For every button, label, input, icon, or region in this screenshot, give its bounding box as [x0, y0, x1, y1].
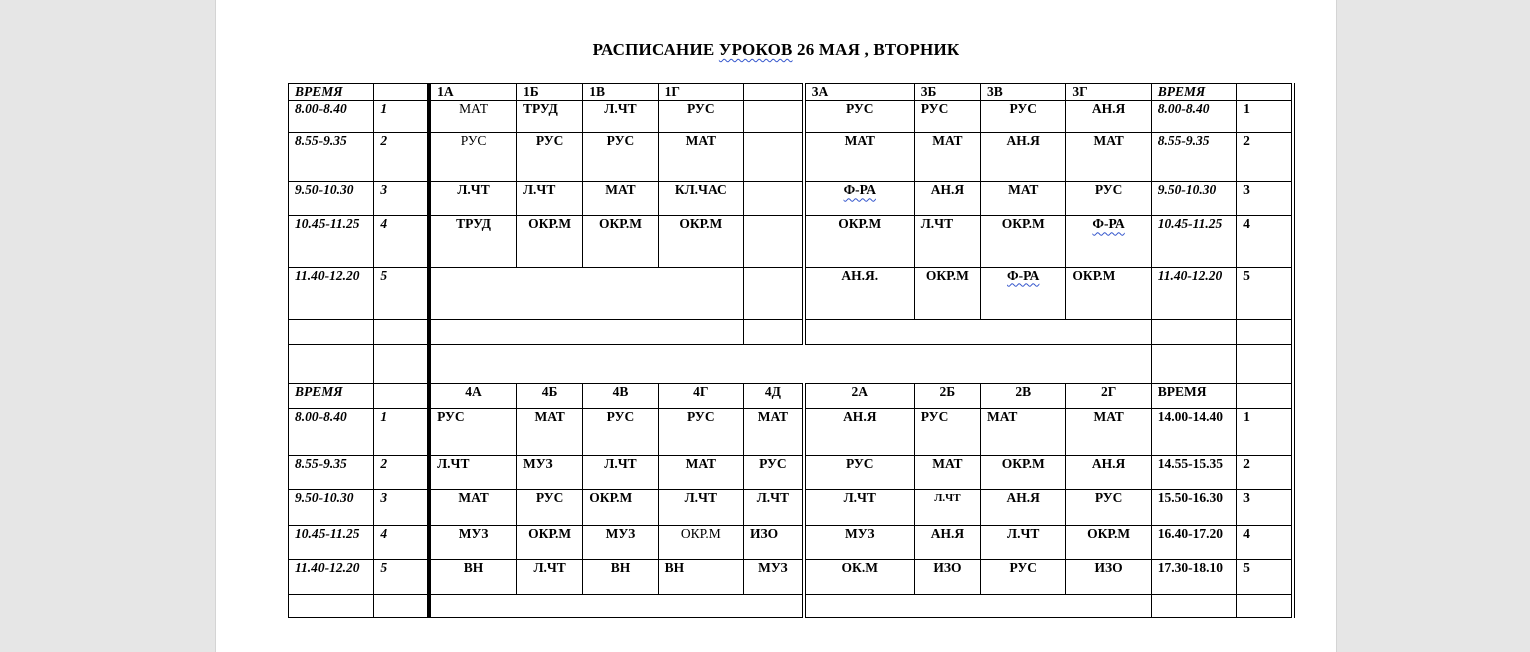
- num-header: [374, 84, 429, 101]
- lesson-number: 2: [374, 133, 429, 182]
- lesson-cell: МАТ: [1066, 409, 1151, 456]
- lesson-cell: [744, 101, 804, 133]
- lesson-cell: ОКР.М: [1066, 267, 1151, 319]
- lesson-cell: Л.ЧТ: [583, 456, 658, 490]
- lesson-cell: Л.ЧТ: [583, 101, 658, 133]
- lesson-cell: МАТ: [804, 133, 914, 182]
- table-row: [289, 490, 1294, 525]
- time-header: ВРЕМЯ: [289, 84, 374, 101]
- time-cell: 11.40-12.20: [289, 267, 374, 319]
- class-header: 4А: [429, 384, 516, 409]
- lesson-text: Ф-РА: [843, 182, 876, 198]
- document-page: [215, 0, 1337, 652]
- lesson-cell: РУС: [517, 133, 583, 182]
- lesson-number: 1: [374, 101, 429, 133]
- time-cell: 8.00-8.40: [289, 409, 374, 456]
- lesson-cell: ВН: [658, 559, 743, 594]
- lesson-cell: [981, 267, 1066, 319]
- time-cell-right: 17.30-18.10: [1151, 559, 1236, 594]
- table-row: [289, 216, 1294, 267]
- lesson-cell: Л.ЧТ: [517, 182, 583, 216]
- time-cell: 8.55-9.35: [289, 456, 374, 490]
- lesson-number-right: 4: [1237, 216, 1293, 267]
- lesson-cell: ВН: [429, 559, 516, 594]
- table-row: [289, 182, 1294, 216]
- lesson-cell: [744, 133, 804, 182]
- lesson-cell: Л.ЧТ: [981, 525, 1066, 559]
- lesson-cell: Л.ЧТ: [744, 490, 804, 525]
- lesson-cell: МУЗ: [744, 559, 804, 594]
- lesson-number-right: 1: [1237, 101, 1293, 133]
- time-cell: 8.00-8.40: [289, 101, 374, 133]
- title-suffix: 26 МАЯ , ВТОРНИК: [792, 40, 960, 59]
- table-row: [289, 267, 1294, 319]
- lesson-number: 1: [374, 409, 429, 456]
- empty-cell: [804, 319, 1152, 344]
- time-cell-right: 15.50-16.30: [1151, 490, 1236, 525]
- lesson-cell: РУС: [583, 133, 658, 182]
- lesson-cell: МАТ: [517, 409, 583, 456]
- num-header-right: [1237, 84, 1293, 101]
- lesson-number-right: 4: [1237, 525, 1293, 559]
- lesson-cell: АН.Я: [804, 409, 914, 456]
- empty-cell: [429, 344, 1151, 383]
- lesson-cell: [1066, 216, 1151, 267]
- lesson-number-right: 3: [1237, 182, 1293, 216]
- empty-cell: [1151, 594, 1236, 617]
- empty-cell: [1237, 344, 1293, 383]
- class-header: 4В: [583, 384, 658, 409]
- lesson-cell: АН.Я: [914, 525, 980, 559]
- empty-row: [289, 594, 1294, 617]
- lesson-cell: АН.Я.: [804, 267, 914, 319]
- empty-cell: [1151, 344, 1236, 383]
- lesson-cell: АН.Я: [1066, 101, 1151, 133]
- time-header: ВРЕМЯ: [289, 384, 374, 409]
- class-header: 3А: [804, 84, 914, 101]
- lesson-cell: РУС: [517, 490, 583, 525]
- empty-cell: [374, 344, 429, 383]
- time-header-right: ВРЕМЯ: [1151, 384, 1236, 409]
- lesson-number-right: 2: [1237, 456, 1293, 490]
- lesson-cell: МУЗ: [804, 525, 914, 559]
- lesson-cell: Л.ЧТ: [804, 490, 914, 525]
- lesson-number-right: 5: [1237, 267, 1293, 319]
- class-header: 1В: [583, 84, 658, 101]
- lesson-cell: МАТ: [658, 456, 743, 490]
- table-row: [289, 559, 1294, 594]
- empty-cell: [1237, 594, 1293, 617]
- bottom-header-row: [289, 384, 1294, 409]
- lesson-number-right: 1: [1237, 409, 1293, 456]
- lesson-cell: МАТ: [429, 101, 516, 133]
- class-header: 4Г: [658, 384, 743, 409]
- lesson-number-right: 3: [1237, 490, 1293, 525]
- lesson-cell: ОКР.М: [658, 216, 743, 267]
- time-cell: 10.45-11.25: [289, 216, 374, 267]
- time-cell: 9.50-10.30: [289, 182, 374, 216]
- lesson-cell: Л.ЧТ: [658, 490, 743, 525]
- time-cell-right: 14.55-15.35: [1151, 456, 1236, 490]
- table-row: [289, 409, 1294, 456]
- time-cell-right: 9.50-10.30: [1151, 182, 1236, 216]
- lesson-cell: МУЗ: [517, 456, 583, 490]
- lesson-cell: ОКР.М: [981, 216, 1066, 267]
- lesson-cell: РУС: [583, 409, 658, 456]
- lesson-cell: АН.Я: [914, 182, 980, 216]
- lesson-cell: РУС: [429, 409, 516, 456]
- lesson-cell: МАТ: [429, 490, 516, 525]
- lesson-cell: ИЗО: [744, 525, 804, 559]
- lesson-cell: МАТ: [981, 182, 1066, 216]
- schedule-table: [288, 83, 1295, 618]
- lesson-cell: АН.Я: [981, 133, 1066, 182]
- lesson-cell: МАТ: [744, 409, 804, 456]
- class-header: [744, 84, 804, 101]
- num-header-right: [1237, 384, 1293, 409]
- lesson-cell: ОКР.М: [1066, 525, 1151, 559]
- empty-cell: [374, 594, 429, 617]
- lesson-cell: РУС: [658, 101, 743, 133]
- lesson-cell: ОКР.М: [583, 216, 658, 267]
- lesson-cell: ТРУД: [429, 216, 516, 267]
- lesson-cell: РУС: [1066, 182, 1151, 216]
- class-header: 1Г: [658, 84, 743, 101]
- lesson-cell: АН.Я: [981, 490, 1066, 525]
- lesson-cell: РУС: [981, 559, 1066, 594]
- empty-cell: [429, 594, 804, 617]
- lesson-number: 2: [374, 456, 429, 490]
- top-header-row: [289, 84, 1294, 101]
- lesson-cell: ОКР.М: [658, 525, 743, 559]
- lesson-cell: ОК.М: [804, 559, 914, 594]
- lesson-cell: МАТ: [658, 133, 743, 182]
- lesson-cell: РУС: [1066, 490, 1151, 525]
- lesson-cell: РУС: [981, 101, 1066, 133]
- class-header: 2А: [804, 384, 914, 409]
- lesson-text: Ф-РА: [1092, 216, 1125, 232]
- lesson-cell: РУС: [658, 409, 743, 456]
- lesson-cell: Л.ЧТ: [914, 216, 980, 267]
- lesson-text: Ф-РА: [1007, 267, 1040, 283]
- class-header: 1А: [429, 84, 516, 101]
- empty-cell: [289, 344, 374, 383]
- empty-cell: [289, 319, 374, 344]
- class-header: 2Г: [1066, 384, 1151, 409]
- lesson-cell: ОКР.М: [517, 216, 583, 267]
- lesson-number-right: 5: [1237, 559, 1293, 594]
- table-row: [289, 133, 1294, 182]
- lesson-cell: ИЗО: [914, 559, 980, 594]
- empty-cell: [429, 319, 743, 344]
- lesson-cell: РУС: [914, 409, 980, 456]
- time-cell-right: 16.40-17.20: [1151, 525, 1236, 559]
- lesson-cell: ОКР.М: [981, 456, 1066, 490]
- lesson-number: 4: [374, 525, 429, 559]
- lesson-cell: ВН: [583, 559, 658, 594]
- empty-cell: [374, 319, 429, 344]
- page-title: [216, 40, 1336, 60]
- lesson-number-right: 2: [1237, 133, 1293, 182]
- empty-row: [289, 319, 1294, 344]
- lesson-cell: [804, 182, 914, 216]
- lesson-cell: Л.ЧТ: [517, 559, 583, 594]
- class-header: 2Б: [914, 384, 980, 409]
- lesson-cell: РУС: [804, 456, 914, 490]
- class-header: 3Б: [914, 84, 980, 101]
- time-cell: 8.55-9.35: [289, 133, 374, 182]
- lesson-cell: ТРУД: [517, 101, 583, 133]
- time-cell: 11.40-12.20: [289, 559, 374, 594]
- lesson-cell: [744, 216, 804, 267]
- class-header: 4Д: [744, 384, 804, 409]
- time-cell-right: 8.00-8.40: [1151, 101, 1236, 133]
- lesson-cell: МАТ: [914, 133, 980, 182]
- lesson-number: 4: [374, 216, 429, 267]
- lesson-cell: АН.Я: [1066, 456, 1151, 490]
- table-row: [289, 456, 1294, 490]
- lesson-cell: РУС: [429, 133, 516, 182]
- class-header: 3В: [981, 84, 1066, 101]
- num-header: [374, 384, 429, 409]
- empty-cell: [1151, 319, 1236, 344]
- time-cell-right: 11.40-12.20: [1151, 267, 1236, 319]
- lesson-cell: КЛ.ЧАС: [658, 182, 743, 216]
- title-prefix: РАСПИСАНИЕ: [592, 40, 719, 59]
- class-header: 1Б: [517, 84, 583, 101]
- empty-cell: [289, 594, 374, 617]
- lesson-number: 3: [374, 182, 429, 216]
- class-header: 2В: [981, 384, 1066, 409]
- time-cell-right: 8.55-9.35: [1151, 133, 1236, 182]
- lesson-number: 5: [374, 559, 429, 594]
- merged-empty-cell: [429, 267, 743, 319]
- time-header-right: ВРЕМЯ: [1151, 84, 1236, 101]
- time-cell-right: 14.00-14.40: [1151, 409, 1236, 456]
- lesson-number: 3: [374, 490, 429, 525]
- spacer-row: [289, 344, 1294, 383]
- lesson-cell: МАТ: [981, 409, 1066, 456]
- table-row: [289, 101, 1294, 133]
- title-underlined-word: УРОКОВ: [718, 40, 793, 59]
- time-cell-right: 10.45-11.25: [1151, 216, 1236, 267]
- empty-cell: [744, 319, 804, 344]
- lesson-cell: Л.ЧТ: [429, 182, 516, 216]
- time-cell: 10.45-11.25: [289, 525, 374, 559]
- lesson-number: 5: [374, 267, 429, 319]
- lesson-cell: РУС: [914, 101, 980, 133]
- lesson-cell: [744, 182, 804, 216]
- lesson-cell: ОКР.М: [804, 216, 914, 267]
- empty-cell: [804, 594, 1152, 617]
- time-cell: 9.50-10.30: [289, 490, 374, 525]
- lesson-cell: ИЗО: [1066, 559, 1151, 594]
- lesson-cell: МАТ: [583, 182, 658, 216]
- lesson-cell: ОКР.М: [914, 267, 980, 319]
- lesson-cell: [744, 267, 804, 319]
- class-header: 3Г: [1066, 84, 1151, 101]
- lesson-cell: МАТ: [1066, 133, 1151, 182]
- lesson-cell: Л.ЧТ: [429, 456, 516, 490]
- lesson-cell: РУС: [744, 456, 804, 490]
- lesson-cell: МУЗ: [429, 525, 516, 559]
- lesson-cell: ОКР.М: [583, 490, 658, 525]
- lesson-cell: МАТ: [914, 456, 980, 490]
- lesson-cell: Л.ЧТ: [914, 490, 980, 525]
- lesson-cell: МУЗ: [583, 525, 658, 559]
- class-header: 4Б: [517, 384, 583, 409]
- empty-cell: [1237, 319, 1293, 344]
- table-row: [289, 525, 1294, 559]
- lesson-cell: ОКР.М: [517, 525, 583, 559]
- lesson-cell: РУС: [804, 101, 914, 133]
